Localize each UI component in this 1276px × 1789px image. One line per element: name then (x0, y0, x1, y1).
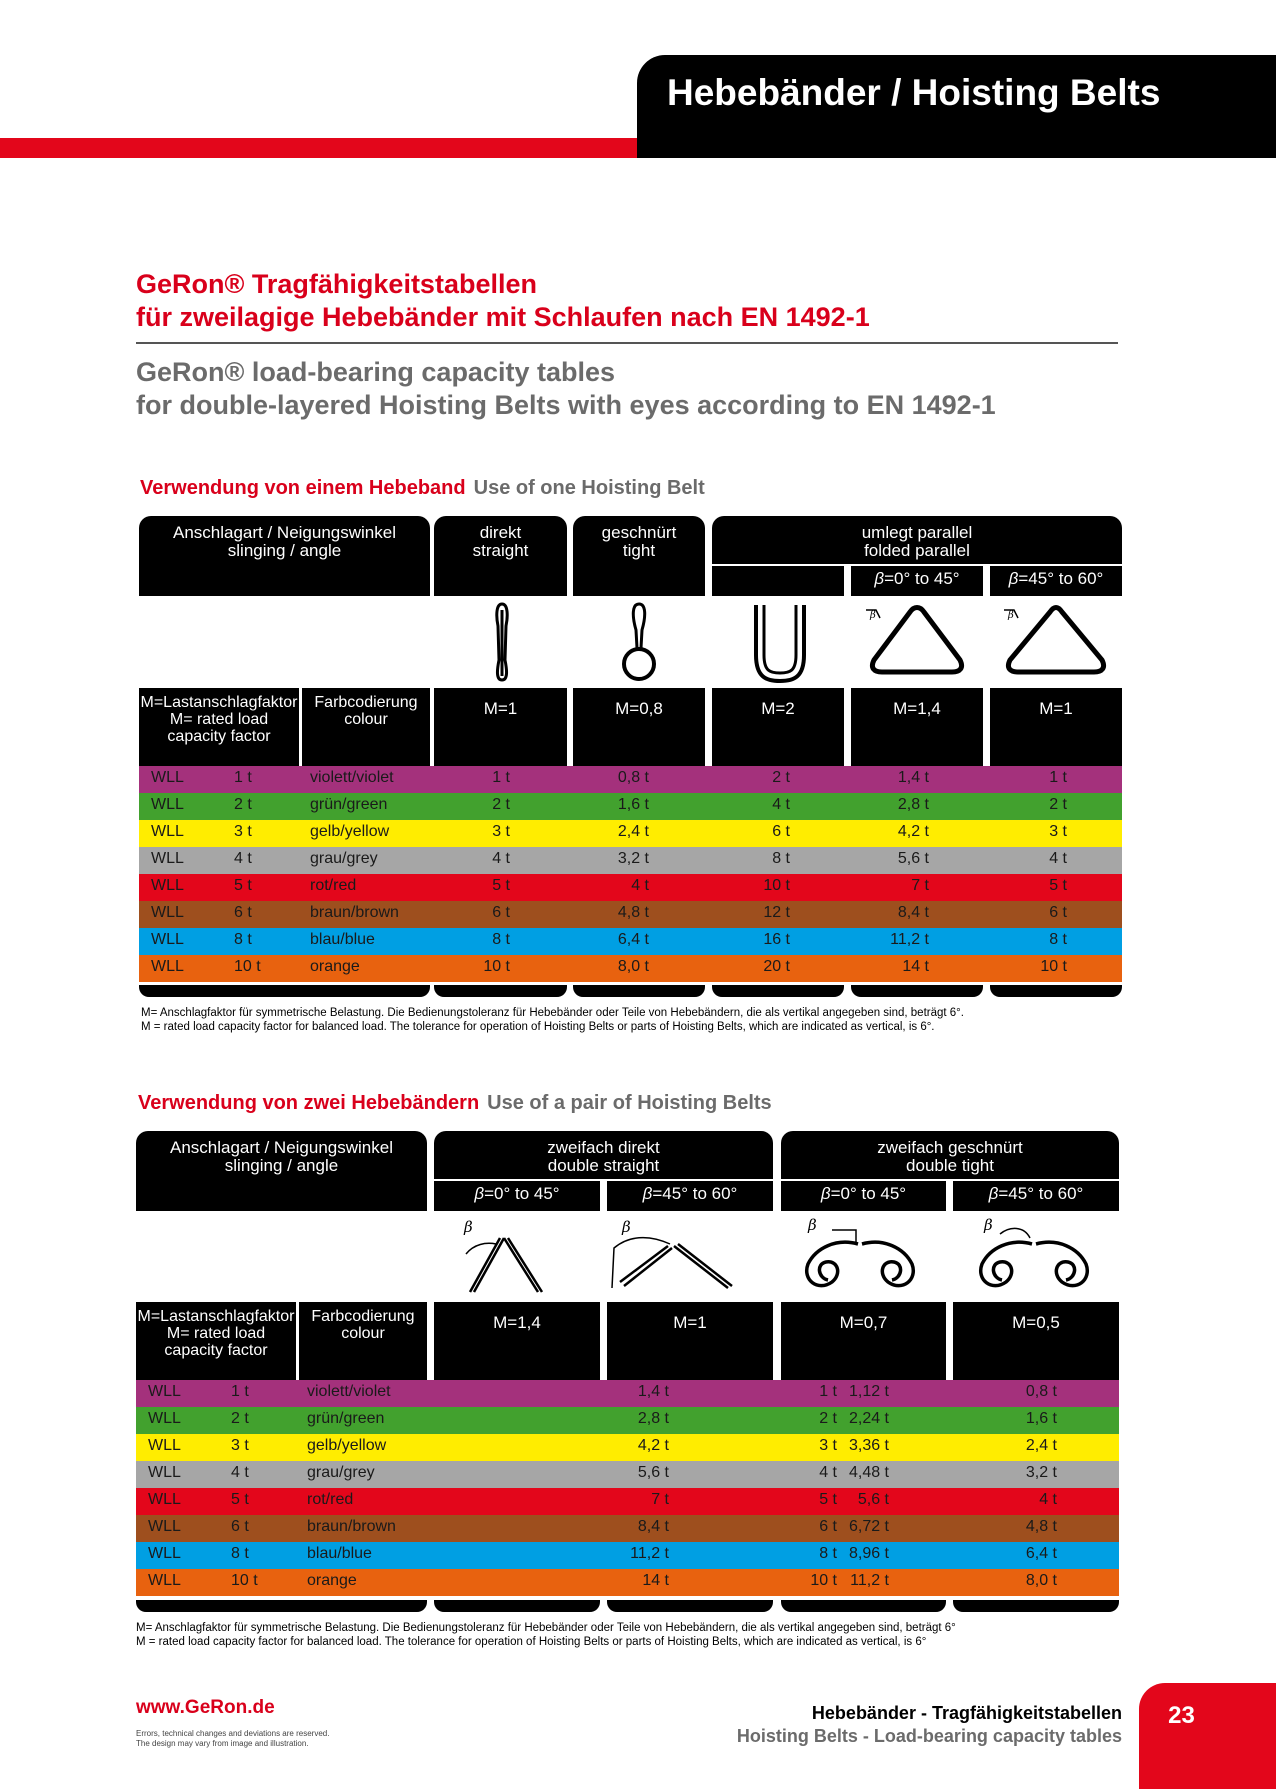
value-straight-0-45: 11,2 t (630, 1545, 669, 1562)
belt-choke-icon (614, 600, 664, 684)
table2-section-en: Use of a pair of Hoisting Belts (487, 1092, 772, 1114)
value-direct: 1 t (492, 769, 510, 786)
value-straight-45-60: 1 t (819, 1383, 837, 1400)
load-cell: 5 t (234, 877, 252, 894)
table2-m-straight-45-60: M=1 (607, 1302, 773, 1380)
table1-factor-header (139, 688, 299, 766)
wll-label: WLL (148, 1545, 181, 1562)
angle-label: =45° to 60° (1018, 569, 1104, 588)
value-folded: 20 t (763, 958, 790, 975)
belt-basket-angle-wide-icon (1000, 604, 1112, 680)
svg-text:β: β (464, 1218, 473, 1236)
load-cell: 5 t (231, 1491, 249, 1508)
factor-en-1: M= rated load (166, 1325, 266, 1342)
value-folded-0-45: 8,4 t (897, 904, 929, 921)
table1-folded-en: folded parallel (864, 541, 970, 560)
wll-label: WLL (151, 796, 184, 813)
value-folded-0-45: 1,4 t (897, 769, 929, 786)
table1-folded-subcol-plain (712, 566, 844, 596)
value-straight-45-60: 6 t (819, 1518, 837, 1535)
title-german (136, 268, 870, 334)
table-row (136, 1542, 1119, 1569)
svg-text:β: β (870, 610, 876, 621)
footer-caption (737, 1702, 1122, 1748)
table2-section-title (138, 1092, 772, 1115)
value-tight-45-60: 4 t (1039, 1491, 1057, 1508)
load-cell: 3 t (234, 823, 252, 840)
svg-text:β: β (984, 1216, 993, 1234)
value-folded-0-45: 11,2 t (890, 931, 929, 948)
disclaimer-line1: Errors, technical changes and deviations are reserved. (136, 1729, 330, 1738)
load-cell: 4 t (234, 850, 252, 867)
table1-cap (434, 985, 567, 997)
title-english (136, 356, 996, 422)
table1-direct-de: direkt (479, 523, 522, 542)
load-cell: 10 t (231, 1572, 258, 1589)
table2-double-tight-de: zweifach geschnürt (877, 1138, 1023, 1157)
table2-angle-straight-45-60 (607, 1181, 773, 1211)
table1-slinging-en: slinging / angle (227, 541, 342, 560)
wll-label: WLL (148, 1464, 181, 1481)
wll-label: WLL (151, 958, 184, 975)
wll-label: WLL (151, 931, 184, 948)
belt-basket-icon (752, 603, 808, 683)
value-tight-45-60: 8,0 t (1025, 1572, 1057, 1589)
load-cell: 6 t (234, 904, 252, 921)
angle-label: =45° to 60° (652, 1184, 738, 1203)
colour-cell: braun/brown (307, 1518, 396, 1535)
table1-slinging-de: Anschlagart / Neigungswinkel (172, 523, 396, 542)
value-folded: 10 t (763, 877, 790, 894)
value-tight: 3,2 t (617, 850, 649, 867)
table2-note-de: M= Anschlagfaktor für symmetrische Belastung. Die Bedienungstoleranz für Hebebänder oder Teile von Hebebändern, die als vertikal angegeben sind, beträgt 6° (136, 1622, 956, 1634)
colour-de: Farbcodierung (311, 1308, 415, 1325)
value-straight-45-60: 8 t (819, 1545, 837, 1562)
table1-m-direct: M=1 (434, 688, 567, 766)
footer-caption-de: Hebebänder - Tragfähigkeitstabellen (811, 1703, 1122, 1723)
table1-header-direct (434, 516, 567, 596)
table1-header-tight (573, 516, 705, 596)
value-tight-45-60: 1,6 t (1025, 1410, 1057, 1427)
table1-angle-0-45 (851, 566, 983, 596)
value-folded-45-60: 6 t (1049, 904, 1067, 921)
value-tight: 4,8 t (617, 904, 649, 921)
table1-colour-header (302, 688, 430, 766)
value-folded-0-45: 4,2 t (897, 823, 929, 840)
page-header-title: Hebebänder / Hoisting Belts (667, 72, 1161, 113)
load-cell: 1 t (234, 769, 252, 786)
footer-caption-en: Hoisting Belts - Load-bearing capacity tables (736, 1726, 1122, 1746)
table2-double-tight-en: double tight (906, 1156, 994, 1175)
value-tight-0-45: 5,6 t (857, 1491, 889, 1508)
value-folded: 2 t (772, 769, 790, 786)
load-cell: 3 t (231, 1437, 249, 1454)
table2-cap (781, 1600, 946, 1612)
value-tight: 4 t (631, 877, 649, 894)
value-folded-45-60: 3 t (1049, 823, 1067, 840)
value-folded-45-60: 1 t (1049, 769, 1067, 786)
table1-note-de: M= Anschlagfaktor für symmetrische Belastung. Die Bedienungstoleranz für Hebebänder oder Teile von Hebebändern, die als vertikal angegeben sind, beträgt 6°. (141, 1007, 964, 1019)
value-straight-45-60: 2 t (819, 1410, 837, 1427)
factor-en-2: capacity factor (167, 728, 271, 745)
colour-cell: grau/grey (307, 1464, 375, 1481)
value-folded: 12 t (763, 904, 790, 921)
value-tight-0-45: 2,24 t (848, 1410, 889, 1427)
table1-tight-de: geschnürt (601, 523, 677, 542)
table-row (136, 1569, 1119, 1596)
table1-note-en: M = rated load capacity factor for balanced load. The tolerance for operation of Hoisting Belts or parts of Hoisting Belts, which are indicated as vertical, is 6°. (141, 1021, 935, 1033)
table2-header-slinging (136, 1131, 427, 1211)
title-divider (136, 342, 1118, 344)
value-direct: 2 t (492, 796, 510, 813)
table1-header-folded (712, 516, 1122, 564)
table2-angle-straight-0-45 (434, 1181, 600, 1211)
value-direct: 10 t (483, 958, 510, 975)
value-tight-0-45: 6,72 t (848, 1518, 889, 1535)
table-row (139, 874, 1122, 901)
beta-symbol: β (820, 1184, 831, 1203)
title-de-line1: GeRon® Tragfähigkeitstabellen (136, 269, 537, 299)
table2-m-tight-45-60: M=0,5 (953, 1302, 1119, 1380)
table2-cap (136, 1600, 427, 1612)
value-direct: 6 t (492, 904, 510, 921)
value-direct: 5 t (492, 877, 510, 894)
value-straight-45-60: 4 t (819, 1464, 837, 1481)
wll-label: WLL (151, 850, 184, 867)
double-straight-wide-angle-icon (608, 1218, 738, 1298)
load-cell: 8 t (234, 931, 252, 948)
table2-angle-tight-45-60 (953, 1181, 1119, 1211)
table-row (139, 820, 1122, 847)
colour-cell: rot/red (310, 877, 357, 894)
load-cell: 8 t (231, 1545, 249, 1562)
double-choke-wide-angle-icon (970, 1216, 1100, 1300)
value-tight-0-45: 1,12 t (848, 1383, 889, 1400)
value-tight-0-45: 11,2 t (850, 1572, 889, 1589)
value-straight-0-45: 1,4 t (637, 1383, 669, 1400)
wll-label: WLL (151, 877, 184, 894)
value-folded-0-45: 2,8 t (897, 796, 929, 813)
page-number: 23 (1168, 1702, 1195, 1729)
angle-label: =45° to 60° (998, 1184, 1084, 1203)
value-straight-0-45: 7 t (651, 1491, 669, 1508)
colour-en: colour (341, 1325, 385, 1342)
table1-cap (139, 985, 430, 997)
table2-colour-header (299, 1302, 427, 1380)
title-en-line2: for double-layered Hoisting Belts with eyes according to EN 1492-1 (136, 390, 996, 420)
value-tight: 0,8 t (617, 769, 649, 786)
table2-note (136, 1621, 956, 1649)
table2-section-de: Verwendung von zwei Hebebändern (138, 1092, 480, 1114)
table2-double-straight-de: zweifach direkt (547, 1138, 660, 1157)
table2-angle-tight-0-45 (781, 1181, 946, 1211)
value-tight-45-60: 0,8 t (1025, 1383, 1057, 1400)
table-row (139, 793, 1122, 820)
factor-en-2: capacity factor (164, 1342, 268, 1359)
angle-label: =0° to 45° (884, 569, 960, 588)
belt-basket-angle-icon (862, 604, 974, 680)
colour-cell: violett/violet (307, 1383, 391, 1400)
wll-label: WLL (148, 1437, 181, 1454)
value-tight-45-60: 4,8 t (1025, 1518, 1057, 1535)
factor-en-1: M= rated load (169, 711, 269, 728)
table1-cap (712, 985, 844, 997)
value-tight-45-60: 2,4 t (1025, 1437, 1057, 1454)
table1-m-tight: M=0,8 (573, 688, 705, 766)
wll-label: WLL (148, 1383, 181, 1400)
wll-label: WLL (151, 904, 184, 921)
colour-cell: grün/green (307, 1410, 385, 1427)
table1-note (141, 1006, 964, 1034)
load-cell: 1 t (231, 1383, 249, 1400)
value-tight: 6,4 t (617, 931, 649, 948)
table1-angle-45-60 (990, 566, 1122, 596)
wll-label: WLL (148, 1518, 181, 1535)
table1-section-de: Verwendung von einem Hebeband (140, 477, 466, 499)
title-en-line1: GeRon® load-bearing capacity tables (136, 357, 616, 387)
colour-cell: braun/brown (310, 904, 399, 921)
table2-header-double-straight (434, 1131, 773, 1179)
table2-cap (953, 1600, 1119, 1612)
table2-note-en: M = rated load capacity factor for balanced load. The tolerance for operation of Hoisting Belts or parts of Hoisting Belts, which are indicated as vertical, is 6° (136, 1636, 927, 1648)
table1-cap (851, 985, 983, 997)
value-folded: 4 t (772, 796, 790, 813)
table1-m-folded: M=2 (712, 688, 844, 766)
colour-cell: blau/blue (307, 1545, 372, 1562)
table1-m-folded-45-60: M=1 (990, 688, 1122, 766)
value-tight-0-45: 4,48 t (848, 1464, 889, 1481)
svg-text:β: β (622, 1218, 631, 1236)
colour-cell: orange (310, 958, 360, 975)
table2-m-straight-0-45: M=1,4 (434, 1302, 600, 1380)
value-straight-0-45: 2,8 t (637, 1410, 669, 1427)
colour-cell: violett/violet (310, 769, 394, 786)
value-folded-0-45: 7 t (911, 877, 929, 894)
load-cell: 6 t (231, 1518, 249, 1535)
table2-double-straight-en: double straight (547, 1156, 660, 1175)
angle-label: =0° to 45° (830, 1184, 907, 1203)
value-straight-45-60: 10 t (810, 1572, 837, 1589)
table1-section-title (140, 477, 705, 500)
value-straight-0-45: 14 t (642, 1572, 669, 1589)
value-tight: 1,6 t (617, 796, 649, 813)
belt-straight-icon (492, 602, 512, 684)
table1-header-slinging (139, 516, 430, 596)
colour-cell: gelb/yellow (307, 1437, 387, 1454)
footer-website-link[interactable]: www.GeRon.de (136, 1697, 275, 1718)
value-tight: 2,4 t (617, 823, 649, 840)
value-folded-0-45: 14 t (902, 958, 929, 975)
colour-cell: rot/red (307, 1491, 354, 1508)
wll-label: WLL (148, 1491, 181, 1508)
value-straight-0-45: 4,2 t (637, 1437, 669, 1454)
factor-de: M=Lastanschlagfaktor (137, 1308, 295, 1325)
value-folded: 8 t (772, 850, 790, 867)
colour-cell: orange (307, 1572, 357, 1589)
value-tight-45-60: 6,4 t (1025, 1545, 1057, 1562)
table2-slinging-en: slinging / angle (224, 1156, 339, 1175)
table2-slinging-de: Anschlagart / Neigungswinkel (169, 1138, 393, 1157)
beta-symbol: β (874, 569, 885, 588)
table1-tight-en: tight (622, 541, 656, 560)
table-row (139, 901, 1122, 928)
beta-symbol: β (988, 1184, 999, 1203)
value-folded-45-60: 5 t (1049, 877, 1067, 894)
value-direct: 8 t (492, 931, 510, 948)
table-row (136, 1407, 1119, 1434)
table-row (139, 928, 1122, 955)
factor-de: M=Lastanschlagfaktor (140, 694, 298, 711)
value-straight-45-60: 3 t (819, 1437, 837, 1454)
table-row (139, 847, 1122, 874)
table1-folded-de: umlegt parallel (861, 523, 973, 542)
page-number-tab (1139, 1683, 1276, 1789)
value-tight: 8,0 t (617, 958, 649, 975)
svg-text:β: β (808, 1216, 817, 1234)
colour-cell: gelb/yellow (310, 823, 390, 840)
table-row (136, 1515, 1119, 1542)
footer-disclaimer (136, 1729, 329, 1749)
value-tight-0-45: 3,36 t (848, 1437, 889, 1454)
colour-cell: grün/green (310, 796, 388, 813)
table2-factor-header (136, 1302, 296, 1380)
double-straight-angle-icon (460, 1218, 560, 1298)
wll-label: WLL (151, 823, 184, 840)
disclaimer-line2: The design may vary from image and illustration. (136, 1739, 309, 1748)
table2-cap (607, 1600, 773, 1612)
value-straight-0-45: 5,6 t (637, 1464, 669, 1481)
table2-m-tight-0-45: M=0,7 (781, 1302, 946, 1380)
table1-m-folded-0-45: M=1,4 (851, 688, 983, 766)
load-cell: 2 t (234, 796, 252, 813)
wll-label: WLL (151, 769, 184, 786)
beta-symbol: β (1008, 569, 1019, 588)
table1-cap (990, 985, 1122, 997)
table2-cap (434, 1600, 600, 1612)
table1-cap (573, 985, 705, 997)
svg-text:β: β (1008, 610, 1014, 621)
double-choke-angle-icon (796, 1216, 926, 1300)
value-folded-45-60: 4 t (1049, 850, 1067, 867)
beta-symbol: β (642, 1184, 653, 1203)
table-row (136, 1380, 1119, 1407)
value-folded-45-60: 2 t (1049, 796, 1067, 813)
colour-en: colour (344, 711, 388, 728)
value-straight-0-45: 8,4 t (637, 1518, 669, 1535)
load-cell: 2 t (231, 1410, 249, 1427)
angle-label: =0° to 45° (484, 1184, 560, 1203)
value-folded-0-45: 5,6 t (897, 850, 929, 867)
table-row (139, 766, 1122, 793)
value-folded-45-60: 8 t (1049, 931, 1067, 948)
table-row (136, 1461, 1119, 1488)
value-straight-45-60: 5 t (819, 1491, 837, 1508)
value-folded: 16 t (763, 931, 790, 948)
table1-direct-en: straight (472, 541, 529, 560)
value-tight-0-45: 8,96 t (848, 1545, 889, 1562)
table2-header-double-tight (781, 1131, 1119, 1179)
value-tight-45-60: 3,2 t (1025, 1464, 1057, 1481)
table-row (136, 1488, 1119, 1515)
colour-cell: grau/grey (310, 850, 378, 867)
colour-de: Farbcodierung (314, 694, 418, 711)
title-de-line2: für zweilagige Hebebänder mit Schlaufen nach EN 1492-1 (136, 302, 870, 332)
value-direct: 3 t (492, 823, 510, 840)
value-folded: 6 t (772, 823, 790, 840)
beta-symbol: β (474, 1184, 485, 1203)
load-cell: 4 t (231, 1464, 249, 1481)
wll-label: WLL (148, 1410, 181, 1427)
value-folded-45-60: 10 t (1040, 958, 1067, 975)
wll-label: WLL (148, 1572, 181, 1589)
table-row (136, 1434, 1119, 1461)
colour-cell: blau/blue (310, 931, 375, 948)
table1-section-en: Use of one Hoisting Belt (473, 477, 705, 499)
load-cell: 10 t (234, 958, 261, 975)
value-direct: 4 t (492, 850, 510, 867)
table-row (139, 955, 1122, 982)
